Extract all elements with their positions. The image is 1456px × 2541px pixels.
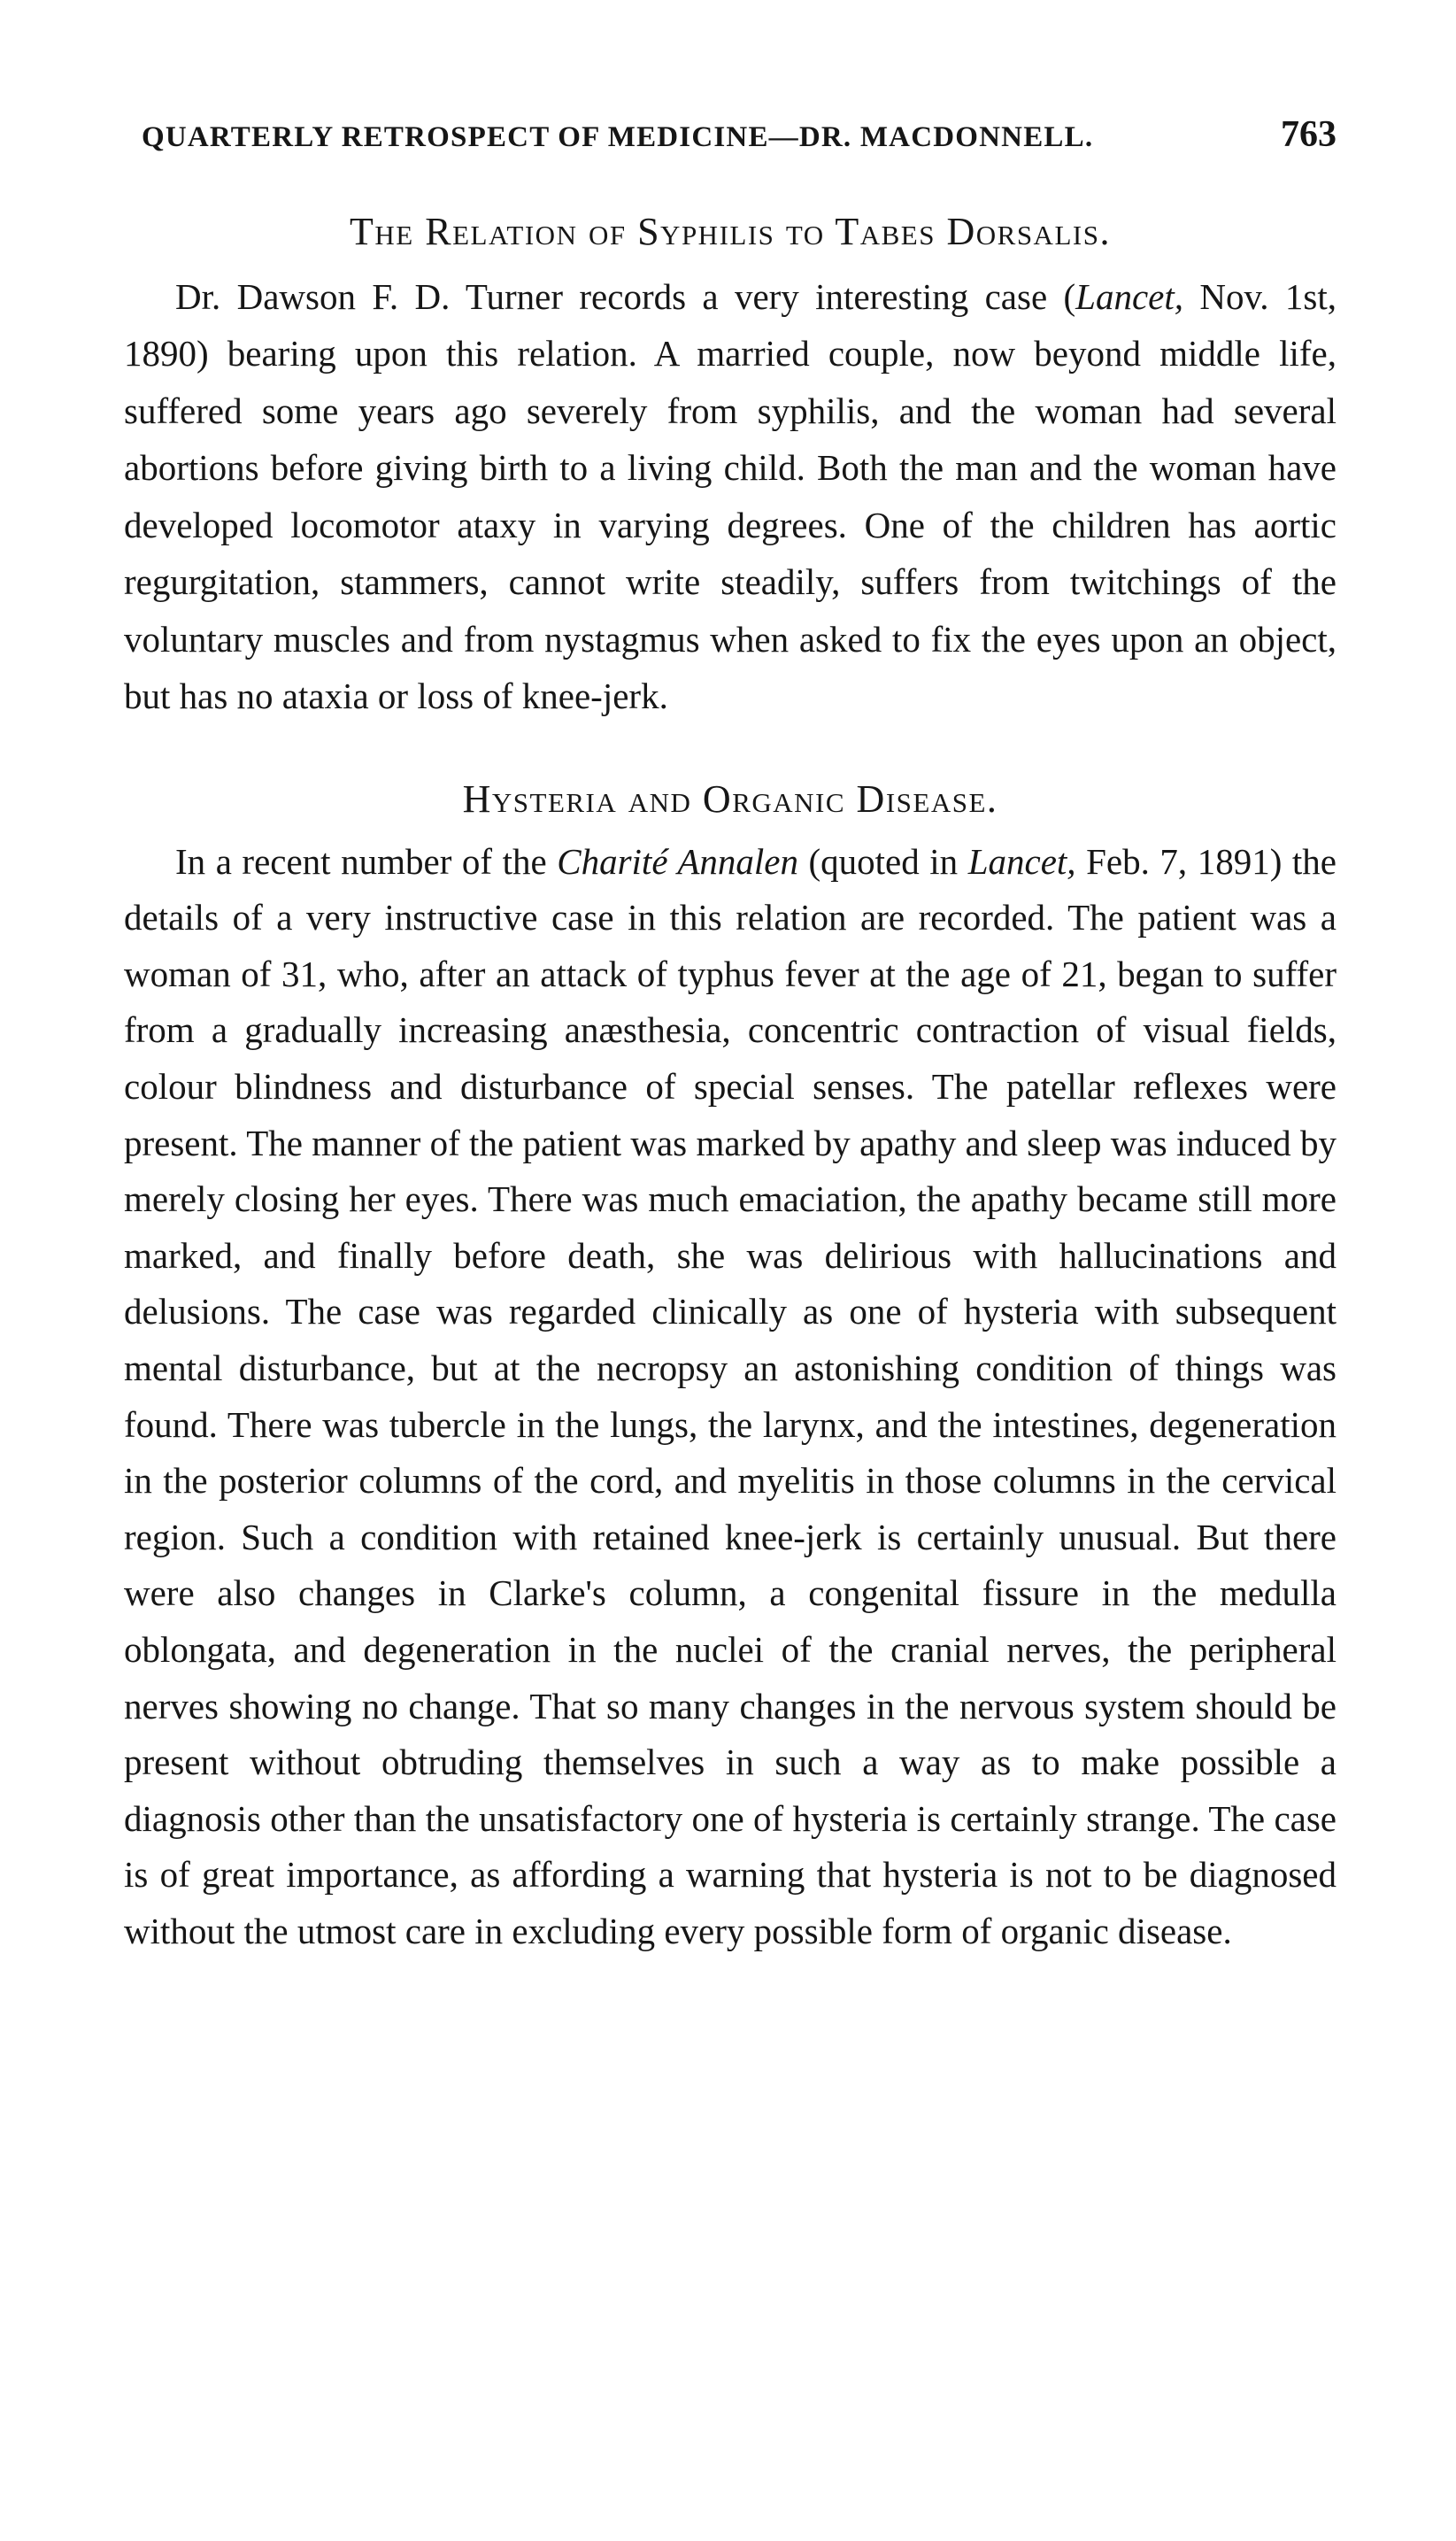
paragraph-text: Feb. 7, 1891) the details of a very instructive case in this relation are recorded. The patient was a woman of 31, who, after an attack of typhus fever at the age of 21, began to suffer from a gradually increasing anæsthesia, concentric contraction of visual fields, colour blindness and disturbance of special senses. The patellar reflexes were present. The manner of the patient was marked by apathy and sleep was induced by merely closing her eyes. There was much emaciation, the apathy became still more marked, and finally before death, she was delirious with hallucinations and delusions. The case was regarded clinically as one of hysteria with subsequent mental disturbance, but at the necropsy an astonishing condition of things was found. There was tubercle in the lungs, the larynx, and the intestines, degeneration in the posterior columns of the cord, and myelitis in those columns in the cervical region. Such a condition with retained knee-jerk is certainly unusual. But there were also changes in Clarke's column, a congenital fissure in the medulla oblongata, and degeneration in the nuclei of the cranial nerves, the peripheral nerves showing no change. That so many changes in the nervous system should be present without obtruding themselves in such a way as to make possible a diagnosis other than the unsatisfactory one of hysteria is certainly strange. The case is of great importance, as affording a warning that hysteria is not to be diagnosed without the utmost care in excluding every possible form of organic disease. <box>124 840 1337 1951</box>
section-title: The Relation of Syphilis to Tabes Dorsalis. <box>350 210 1111 253</box>
paragraph-text: Nov. 1st, 1890) bearing upon this relation. A married couple, now beyond middle life, suffered some years ago severely from syphilis, and the woman had several abortions before giving birth to a living child. Both the man and the woman have developed locomotor ataxy in varying degrees. One of the children has aortic regurgitation, stammers, cannot write steadily, suffers from twitchings of the voluntary muscles and from nystagmus when asked to fix the eyes upon an object, but has no ataxia or loss of knee-jerk. <box>124 275 1337 717</box>
running-title: QUARTERLY RETROSPECT OF MEDICINE—DR. MACDONNELL. <box>142 121 1094 153</box>
section-title: Hysteria and Organic Disease. <box>462 776 998 821</box>
paragraph-text: (quoted in <box>797 840 968 882</box>
journal-citation: Lancet, <box>967 840 1076 882</box>
paragraph-text: Dr. Dawson F. D. Turner records a very interesting case ( <box>175 275 1076 317</box>
section-paragraph <box>124 834 1337 1960</box>
journal-citation: Charité Annalen <box>557 840 798 882</box>
section-syphilis-tabes <box>124 209 1337 725</box>
section-hysteria-organic <box>124 776 1337 1960</box>
page-number: 763 <box>1281 114 1337 155</box>
paragraph-text: In a recent number of the <box>175 840 558 882</box>
section-paragraph <box>124 268 1337 725</box>
running-header <box>142 113 1337 175</box>
journal-citation: Lancet, <box>1075 275 1183 317</box>
